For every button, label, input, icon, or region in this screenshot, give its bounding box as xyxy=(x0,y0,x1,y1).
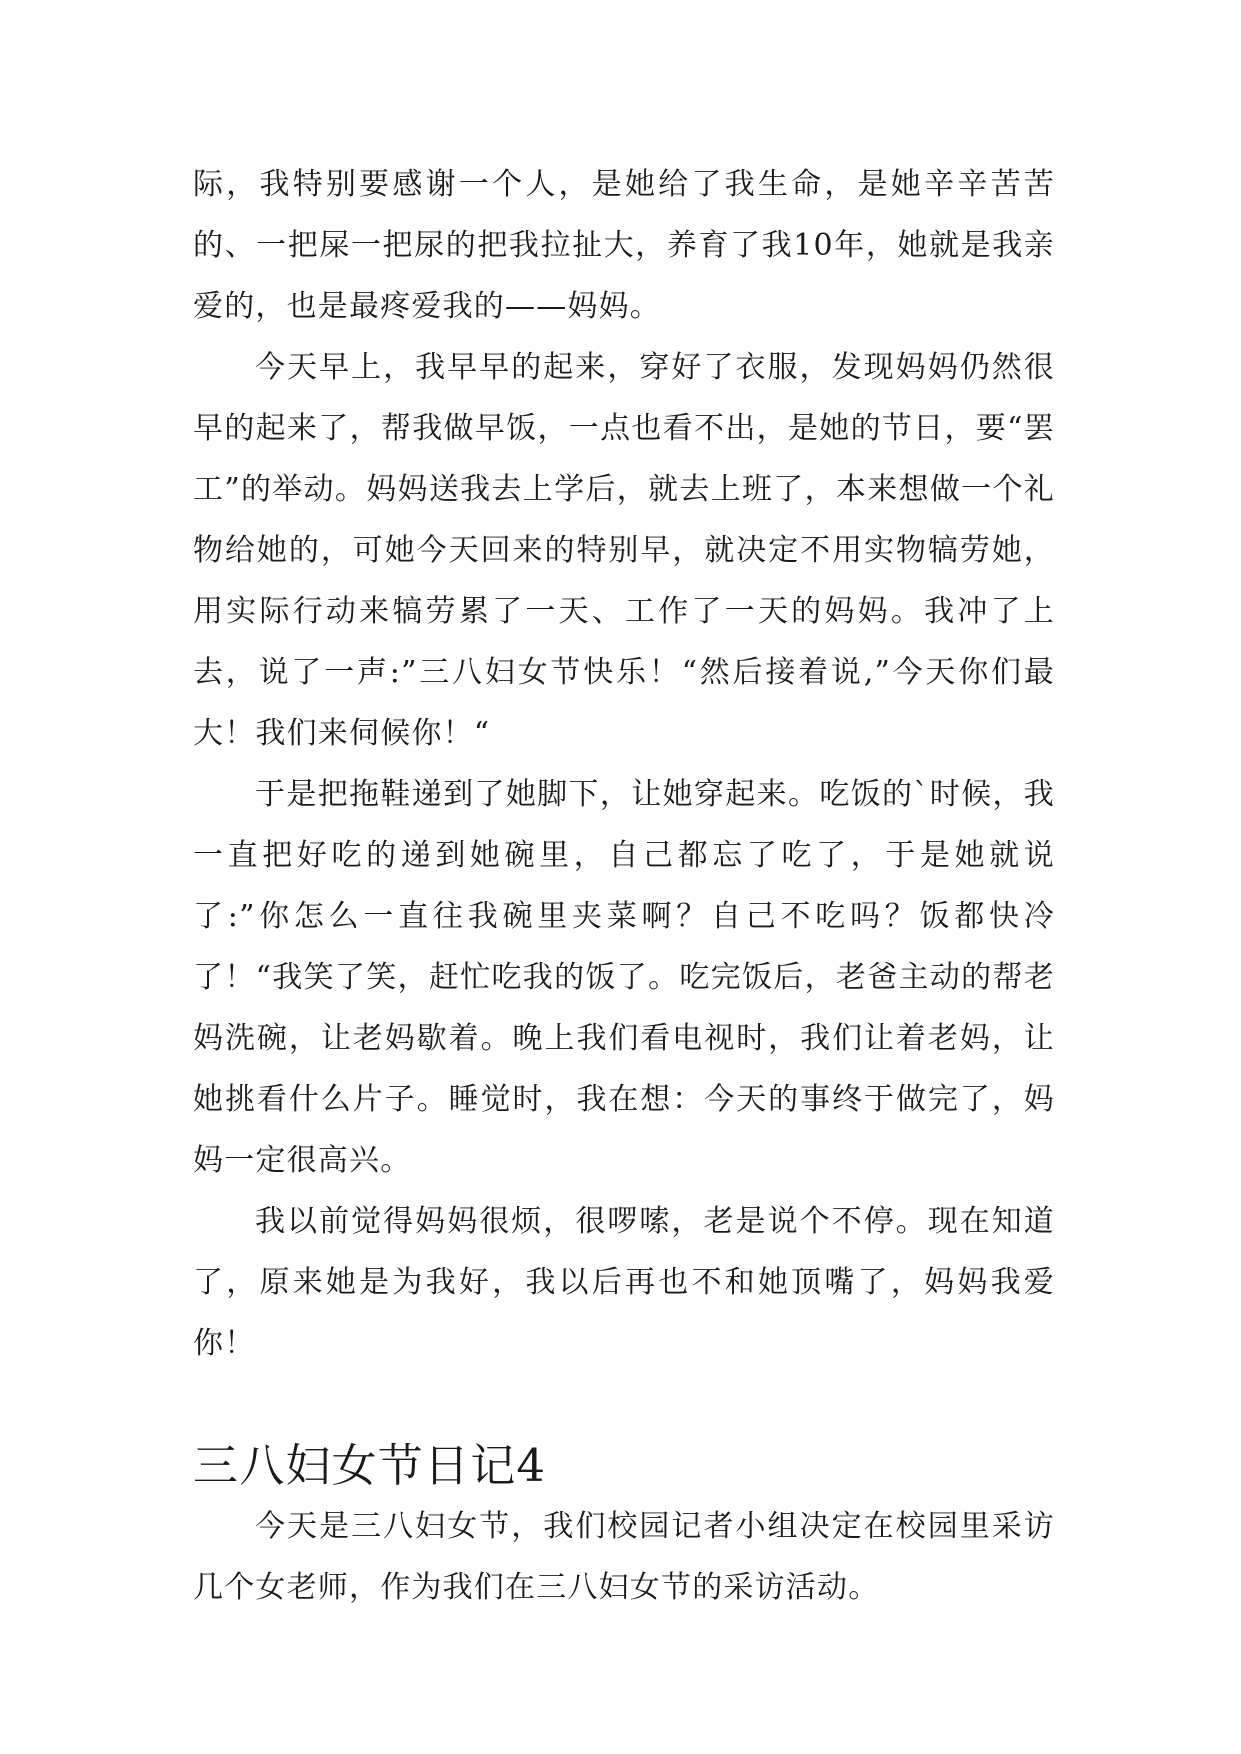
document-page xyxy=(193,154,1055,1618)
paragraph-continued: 际，我特别要感谢一个人，是她给了我生命，是她辛辛苦苦的、一把屎一把尿的把我拉扯大，养育了我10年，她就是我亲爱的，也是最疼爱我的——妈妈。 xyxy=(193,167,1055,324)
section-title: 三八妇女节日记4 xyxy=(193,1439,547,1492)
paragraph-conclusion: 我以前觉得妈妈很烦，很啰嗦，老是说个不停。现在知道了，原来她是为我好，我以后再也不和她顶嘴了，妈妈我爱你！ xyxy=(193,1204,1055,1361)
paragraph-morning: 今天早上，我早早的起来，穿好了衣服，发现妈妈仍然很早的起来了，帮我做早饭，一点也看不出，是她的节日，要“罢工”的举动。妈妈送我去上学后，就去上班了，本来想做一个礼物给她的，可她今天回来的特别早，就决定不用实物犒劳她，用实际行动来犒劳累了一天、工作了一天的妈妈。我冲了上去，说了一声:”三八妇女节快乐！“然后接着说,”今天你们最大！我们来伺候你！“ xyxy=(193,350,1055,751)
paragraph-dinner: 于是把拖鞋递到了她脚下，让她穿起来。吃饭的`时候，我一直把好吃的递到她碗里，自己都忘了吃了，于是她就说了:”你怎么一直往我碗里夹菜啊？自己不吃吗？饭都快冷了！“我笑了笑，赶忙吃我的饭了。吃完饭后，老爸主动的帮老妈洗碗，让老妈歇着。晚上我们看电视时，我们让着老妈，让她挑看什么片子。睡觉时，我在想：今天的事终于做完了，妈妈一定很高兴。 xyxy=(193,777,1055,1178)
section-paragraph: 今天是三八妇女节，我们校园记者小组决定在校园里采访几个女老师，作为我们在三八妇女节的采访活动。 xyxy=(193,1509,1055,1605)
